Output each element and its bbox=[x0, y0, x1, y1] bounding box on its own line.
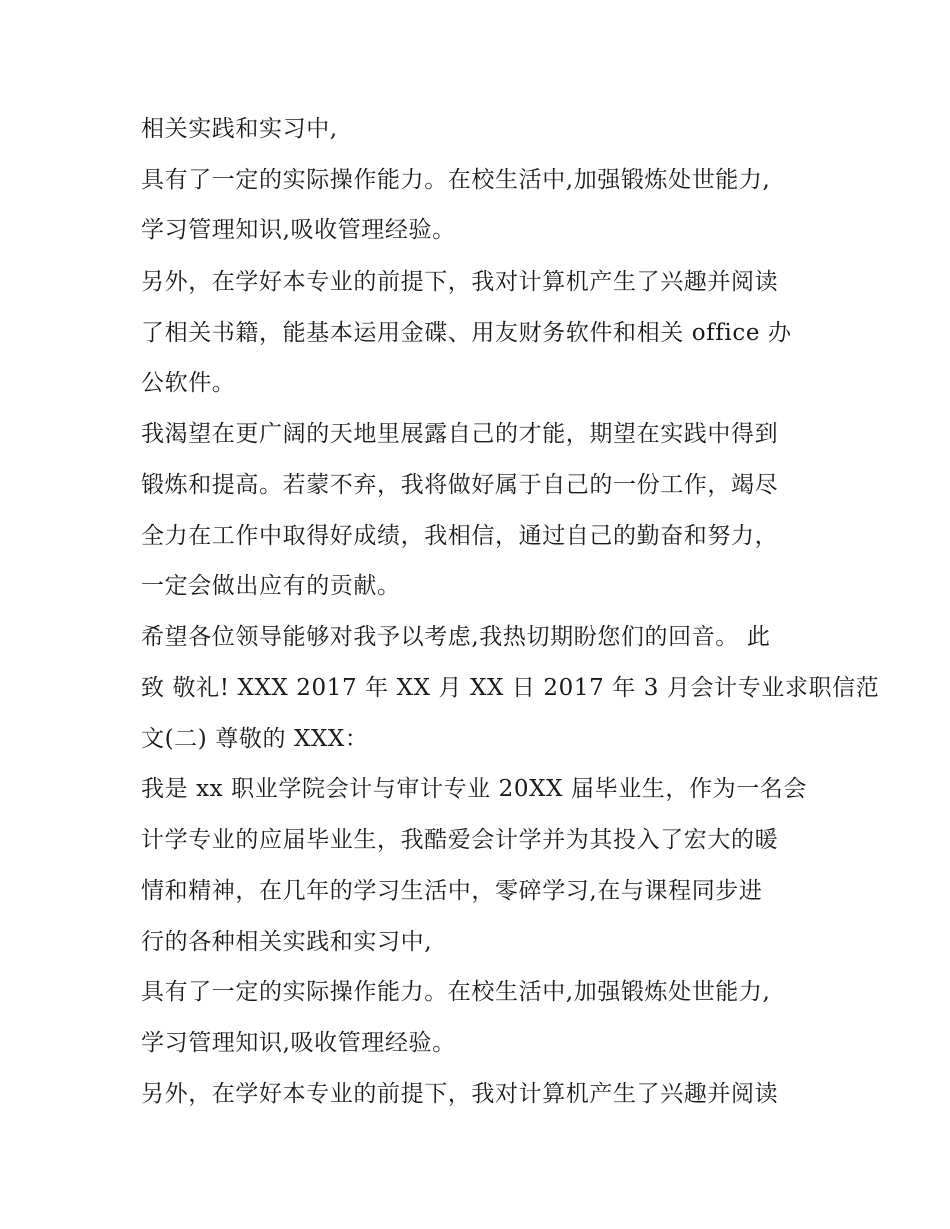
text-line: 致 敬礼! XXX 2017 年 XX 月 XX 日 2017 年 3 月会计专业求职信范 bbox=[141, 675, 880, 701]
text-line: 锻炼和提高。若蒙不弃，我将做好属于自己的一份工作，竭尽 bbox=[141, 472, 779, 498]
text-line: 文(二) 尊敬的 XXX： bbox=[141, 726, 369, 752]
text-line: 另外，在学好本专业的前提下，我对计算机产生了兴趣并阅读 bbox=[141, 269, 779, 295]
text-line: 全力在工作中取得好成绩，我相信，通过自己的勤奋和努力， bbox=[141, 523, 779, 549]
text-line: 另外，在学好本专业的前提下，我对计算机产生了兴趣并阅读 bbox=[141, 1081, 779, 1107]
text-line: 情和精神，在几年的学习生活中，零碎学习,在与课程同步进 bbox=[141, 878, 763, 904]
text-line: 我渴望在更广阔的天地里展露自己的才能，期望在实践中得到 bbox=[141, 421, 779, 447]
text-line: 学习管理知识,吸收管理经验。 bbox=[141, 217, 456, 243]
text-line: 学习管理知识,吸收管理经验。 bbox=[141, 1030, 456, 1056]
text-line: 希望各位领导能够对我予以考虑,我热切期盼您们的回音。 此 bbox=[141, 624, 771, 650]
text-line: 了相关书籍，能基本运用金碟、用友财务软件和相关 office 办 bbox=[141, 320, 792, 346]
text-line: 公软件。 bbox=[141, 370, 236, 396]
text-line: 具有了一定的实际操作能力。在校生活中,加强锻炼处世能力, bbox=[141, 979, 771, 1005]
text-line: 计学专业的应届毕业生，我酷爱会计学并为其投入了宏大的暖 bbox=[141, 827, 779, 853]
text-line: 一定会做出应有的贡献。 bbox=[141, 573, 401, 599]
text-line: 相关实践和实习中, bbox=[141, 116, 338, 142]
text-line: 我是 xx 职业学院会计与审计专业 20XX 届毕业生，作为一名会 bbox=[141, 776, 808, 802]
text-line: 行的各种相关实践和实习中, bbox=[141, 929, 433, 955]
text-line: 具有了一定的实际操作能力。在校生活中,加强锻炼处世能力, bbox=[141, 167, 771, 193]
